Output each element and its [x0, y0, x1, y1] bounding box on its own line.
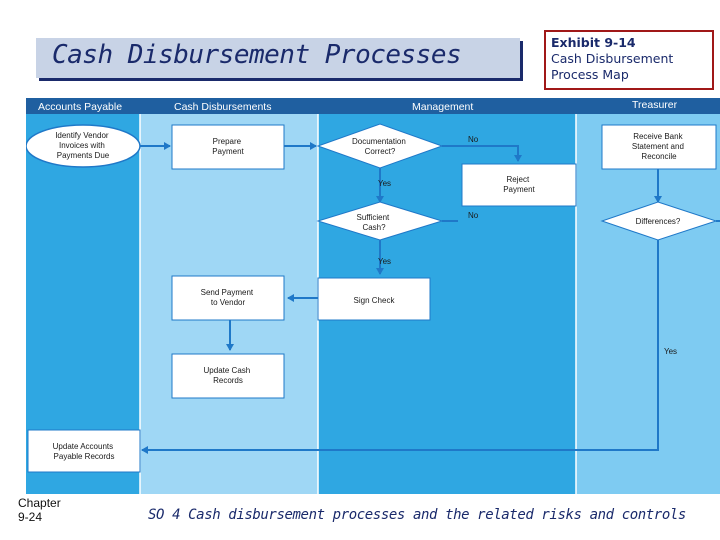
chapter-line-2: 9-24 [18, 510, 43, 524]
svg-text:Prepare Payment [212, 137, 244, 156]
node-receive-bank-line-3: Reconcile [641, 152, 677, 161]
node-prepare-payment-line-1: Prepare [212, 137, 242, 146]
node-documentation-correct-line-1: Documentation [351, 137, 406, 146]
node-update-ap-line-2: Payable Records [53, 452, 115, 461]
chapter-label [18, 496, 61, 524]
node-sign-check-label: Sign Check [353, 296, 395, 305]
lane-header-management: Management [412, 101, 474, 113]
node-prepare-payment-line-2: Payment [212, 147, 244, 156]
node-identify-vendor-line-2: Invoices with [58, 141, 105, 150]
node-send-payment-line-2: to Vendor [210, 298, 246, 307]
svg-text:Update Accounts Payable Re [53, 442, 116, 461]
exhibit-line-1: Cash Disbursement [551, 51, 674, 66]
node-update-cash-line-1: Update Cash [203, 366, 251, 375]
node-sufficient-cash-line-1: Sufficient [356, 213, 390, 222]
flow-label-yes-2: Yes [378, 257, 392, 266]
lane-header-cash-disbursements: Cash Disbursements [174, 101, 272, 113]
node-reject-payment-line-2: Payment [503, 185, 535, 194]
chapter-line-1: Chapter [18, 496, 61, 510]
study-objective-caption: SO 4 Cash disbursement processes and the related risks and controls [148, 507, 686, 523]
exhibit-line-2: Process Map [551, 67, 629, 82]
flow-label-no-2: No [468, 211, 479, 220]
page-title: Cash Disbursement Processes [52, 40, 462, 70]
svg-text:Reject Payment [503, 175, 535, 194]
node-update-ap-line-1: Update Accounts [52, 442, 114, 451]
flow-label-no-1: No [468, 135, 479, 144]
node-receive-bank-line-1: Receive Bank [633, 132, 683, 141]
exhibit-caption [544, 30, 714, 90]
svg-text:Identify Vendor Invoices w [55, 131, 111, 160]
node-differences-label: Differences? [635, 217, 681, 226]
node-send-payment-line-1: Send Payment [200, 288, 254, 297]
node-identify-vendor-line-3: Payments Due [56, 151, 110, 160]
node-receive-bank-line-2: Statement and [631, 142, 684, 151]
node-update-cash-line-2: Records [213, 376, 243, 385]
node-identify-vendor-line-1: Identify Vendor [55, 131, 109, 140]
exhibit-number: Exhibit 9-14 [551, 35, 636, 50]
lane-header-treasurer: Treasurer [632, 99, 678, 111]
flow-label-yes-1: Yes [378, 179, 392, 188]
lane-header-accounts-payable: Accounts Payable [38, 101, 123, 113]
process-map [26, 98, 720, 494]
node-documentation-correct-line-2: Correct? [364, 147, 396, 156]
flow-label-yes-3: Yes [664, 347, 678, 356]
node-reject-payment-line-1: Reject [506, 175, 530, 184]
node-update-ap [28, 430, 140, 472]
node-sufficient-cash-line-2: Cash? [362, 223, 386, 232]
